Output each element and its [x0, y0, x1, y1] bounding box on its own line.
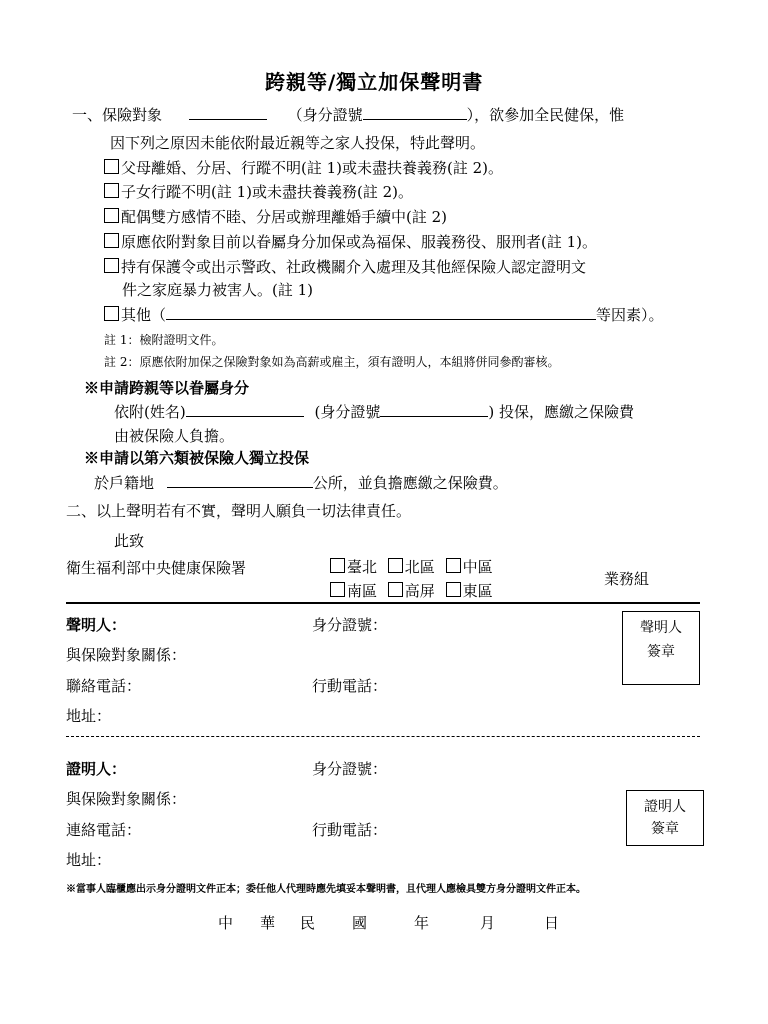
section1-prefix: 一、保險對象 — [72, 106, 163, 124]
option-parents — [104, 157, 503, 178]
option-dependent-status — [104, 231, 597, 252]
option-children-label: 子女行蹤不明(註 1)或未盡扶養義務(註 2)。 — [121, 183, 414, 201]
checkbox-region-taipei[interactable] — [330, 558, 345, 573]
regions-row2 — [330, 580, 493, 601]
witness-name-label: 證明人： — [66, 760, 127, 778]
checkbox-spouse[interactable] — [104, 208, 119, 223]
insured-name-field[interactable] — [189, 105, 267, 120]
declarant-address-label: 地址： — [66, 707, 112, 725]
option-protection-order-label: 持有保護令或出示警政、社政機關介入處理及其他經保險人認定證明文 — [121, 258, 587, 276]
section2: 二、以上聲明若有不實，聲明人願負一切法律責任。 — [66, 502, 412, 520]
apply-independent-heading: ※申請以第六類被保險人獨立投保 — [84, 449, 310, 467]
date-month-label: 月 — [480, 914, 496, 932]
section1-id-open: （身分證號 — [287, 106, 363, 124]
to-label: 此致 — [114, 532, 145, 550]
witness-mobile-label: 行動電話： — [312, 821, 388, 839]
dependent-id-open: (身分證號 — [314, 403, 381, 421]
household-registry-field[interactable] — [167, 473, 313, 488]
option-other-suffix: 等因素）。 — [596, 306, 664, 324]
declarant-stamp-box[interactable] — [622, 611, 700, 685]
date-year-label: 年 — [414, 914, 430, 932]
region-central-label: 中區 — [462, 558, 493, 576]
section1-id-close: ），欲參加全民健保，惟 — [466, 106, 625, 124]
agency-name: 衛生福利部中央健康保險署 — [66, 559, 247, 577]
option-other-label: 其他（ — [121, 306, 167, 324]
checkbox-protection-order[interactable] — [104, 258, 119, 273]
region-taipei-label: 臺北 — [347, 558, 378, 576]
declarant-stamp-line2: 簽章 — [647, 644, 675, 660]
date-day-label: 日 — [544, 914, 560, 932]
dependent-name-label: 依附(姓名) — [114, 403, 186, 421]
regions-row1 — [330, 556, 493, 577]
declarant-mobile-label: 行動電話： — [312, 677, 388, 695]
witness-phone-label: 連絡電話： — [66, 821, 142, 839]
apply-dependent-line1 — [114, 401, 634, 422]
checkbox-children[interactable] — [104, 183, 119, 198]
witness-stamp-box[interactable] — [626, 790, 704, 846]
independent-suffix: 公所，並負擔應繳之保險費。 — [312, 474, 508, 492]
date-char-1: 中 — [218, 914, 234, 932]
date-char-3: 民 — [300, 914, 316, 932]
option-protection-order-cont: 件之家庭暴力被害人。(註 1) — [122, 281, 314, 299]
date-char-2: 華 — [260, 914, 276, 932]
dept-label: 業務組 — [604, 570, 650, 588]
checkbox-region-east[interactable] — [446, 582, 461, 597]
note-2: 註 2：原應依附加保之保險對象如為高薪或雇主，須有證明人，本組將併同參酌審核。 — [104, 355, 560, 369]
region-kaoping-label: 高屏 — [404, 582, 435, 600]
option-parents-label: 父母離婚、分居、行蹤不明(註 1)或未盡扶養義務(註 2)。 — [121, 159, 504, 177]
option-children — [104, 181, 413, 202]
option-other — [104, 304, 664, 325]
witness-address-label: 地址： — [66, 851, 112, 869]
section-divider — [66, 602, 700, 604]
option-dependent-status-label: 原應依附對象目前以眷屬身分加保或為福保、服義務役、服刑者(註 1)。 — [121, 233, 598, 251]
declarant-id-label: 身分證號： — [312, 616, 388, 634]
declarant-phone-label: 聯絡電話： — [66, 677, 142, 695]
dependent-id-close: ) 投保，應繳之保險費 — [488, 403, 634, 421]
witness-stamp-line1: 證明人 — [644, 799, 686, 815]
section1-line2: 因下列之原因未能依附最近親等之家人投保，特此聲明。 — [110, 134, 486, 152]
option-spouse — [104, 206, 447, 227]
witness-id-label: 身分證號： — [312, 760, 388, 778]
declarant-stamp-line1: 聲明人 — [640, 620, 682, 636]
apply-dependent-heading: ※申請跨親等以眷屬身分 — [84, 379, 250, 397]
checkbox-parents[interactable] — [104, 159, 119, 174]
note-1: 註 1：檢附證明文件。 — [104, 333, 224, 347]
checkbox-region-kaoping[interactable] — [388, 582, 403, 597]
page-title: 跨親等/獨立加保聲明書 — [265, 70, 484, 94]
checkbox-region-south[interactable] — [330, 582, 345, 597]
checkbox-region-central[interactable] — [446, 558, 461, 573]
dependent-name-field[interactable] — [186, 402, 304, 417]
option-protection-order — [104, 256, 586, 277]
insured-id-field[interactable] — [363, 105, 467, 120]
independent-prefix: 於戶籍地 — [94, 474, 155, 492]
apply-dependent-line2: 由被保險人負擔。 — [114, 427, 235, 445]
checkbox-region-north[interactable] — [388, 558, 403, 573]
other-reason-field[interactable] — [166, 305, 596, 320]
date-char-4: 國 — [352, 914, 368, 932]
region-north-label: 北區 — [404, 558, 435, 576]
declarant-name-label: 聲明人： — [66, 616, 127, 634]
apply-independent-line — [94, 472, 508, 493]
witness-relation-label: 與保險對象關係： — [66, 790, 187, 808]
section1-line1 — [72, 104, 624, 125]
dependent-id-field[interactable] — [380, 402, 488, 417]
dashed-separator — [66, 736, 700, 737]
checkbox-other[interactable] — [104, 306, 119, 321]
checkbox-dependent-status[interactable] — [104, 233, 119, 248]
declarant-relation-label: 與保險對象關係： — [66, 646, 187, 664]
option-spouse-label: 配偶雙方感情不睦、分居或辦理離婚手續中(註 2) — [121, 208, 448, 226]
witness-stamp-line2: 簽章 — [651, 821, 679, 837]
footnote: ※當事人臨櫃應出示身分證明文件正本；委任他人代理時應先填妥本聲明書，且代理人應檢具雙方身分證明文件正本。 — [66, 884, 586, 895]
region-east-label: 東區 — [462, 582, 493, 600]
region-south-label: 南區 — [347, 582, 378, 600]
